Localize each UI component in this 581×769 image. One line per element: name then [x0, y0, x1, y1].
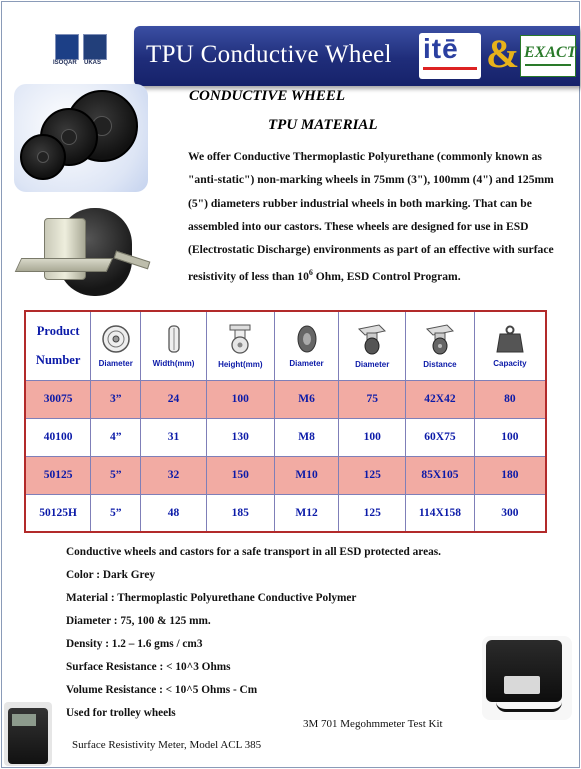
castor-photo	[6, 200, 156, 304]
title-bar	[134, 26, 580, 86]
cell-diameter: 5”	[91, 456, 141, 494]
header	[6, 10, 577, 78]
table-row	[25, 456, 546, 494]
header-label: Capacity	[493, 358, 527, 368]
exact-logo-swoosh	[525, 64, 571, 66]
certification-logo	[53, 34, 111, 72]
header-label: Width(mm)	[152, 358, 195, 368]
cell-diameter: 3”	[91, 380, 141, 418]
ite-logo-underline	[423, 67, 477, 70]
wheel-small-image	[20, 134, 66, 180]
cell-wheel-diameter: 100	[339, 418, 406, 456]
castor-plate-image	[15, 258, 114, 272]
cell-product-number: 50125H	[25, 494, 91, 532]
ite-logo	[419, 33, 481, 79]
cell-height: 185	[206, 494, 274, 532]
spec-line-usage: Used for trolley wheels	[66, 707, 176, 719]
meter-caption: Surface Resistivity Meter, Model ACL 385	[72, 739, 262, 751]
isoqar-badge-icon	[55, 34, 79, 60]
table-row	[25, 380, 546, 418]
cell-distance: 42X42	[406, 380, 475, 418]
spec-line-color: Color : Dark Grey	[66, 569, 156, 581]
cell-diameter: 4”	[91, 418, 141, 456]
cell-wheel-diameter: 125	[339, 456, 406, 494]
cert-label-isoqar: ISOQAR	[53, 60, 77, 66]
header-capacity	[474, 311, 546, 380]
spec-list	[66, 542, 441, 726]
spec-line-diameter: Diameter : 75, 100 & 125 mm.	[66, 615, 211, 627]
spec-line-volume-resistance: Volume Resistance : < 10^5 Ohms - Cm	[66, 684, 258, 696]
cell-capacity: 100	[474, 418, 546, 456]
heading-tpu-material: TPU MATERIAL	[268, 117, 378, 133]
cell-bolt: M6	[274, 380, 339, 418]
resistivity-meter-image	[4, 702, 52, 766]
spec-line-material: Material : Thermoplastic Polyurethane Conductive Polymer	[66, 592, 357, 604]
wheel-front-icon	[101, 324, 131, 354]
castor-diameter-icon	[355, 323, 389, 355]
intro-exponent: 6	[308, 268, 313, 278]
cell-product-number: 40100	[25, 418, 91, 456]
cell-width: 48	[141, 494, 207, 532]
test-kit-cable-icon	[496, 702, 562, 712]
intro-text-a: We offer Conductive Thermoplastic Polyurethane (commonly known as "anti-static") non-marking wheels in 75mm (3"), 100mm (4") and 125mm (5") diameters rubber industrial wheels in both marking. That can be assembled into our castors. These wheels are designed for use in ESD (Electrostatic Discharge) environments as part of an effective with surface resistivity of less than 10	[188, 150, 554, 284]
spec-line-surface-resistance: Surface Resistance : < 10^3 Ohms	[66, 661, 231, 673]
table-header-row	[25, 311, 546, 380]
header-label: Diameter	[289, 358, 324, 368]
page-title: TPU Conductive Wheel	[146, 41, 392, 68]
cell-distance: 85X105	[406, 456, 475, 494]
cell-bolt: M12	[274, 494, 339, 532]
header-label: Height(mm)	[218, 359, 263, 369]
ampersand: &	[486, 31, 520, 76]
cell-product-number: 30075	[25, 380, 91, 418]
cell-width: 32	[141, 456, 207, 494]
header-product-number	[25, 311, 91, 380]
cell-bolt: M8	[274, 418, 339, 456]
exact-logo-text: EXACT	[524, 44, 577, 61]
cell-height: 150	[206, 456, 274, 494]
heading-conductive-wheel: CONDUCTIVE WHEEL	[189, 88, 346, 104]
cell-diameter: 5”	[91, 494, 141, 532]
wheel-side-icon	[164, 324, 184, 354]
cell-distance: 60X75	[406, 418, 475, 456]
header-product-line2: Number	[35, 352, 81, 367]
test-kit-image	[482, 636, 572, 720]
test-kit-caption: 3M 701 Megohmmeter Test Kit	[303, 718, 443, 730]
cell-width: 24	[141, 380, 207, 418]
header-wheel-diameter	[339, 311, 406, 380]
cell-wheel-diameter: 75	[339, 380, 406, 418]
castor-height-icon	[224, 323, 256, 355]
test-kit-panel-icon	[504, 676, 540, 694]
cell-width: 31	[141, 418, 207, 456]
cell-bolt: M10	[274, 456, 339, 494]
header-bolt-diameter	[274, 311, 339, 380]
header-label: Distance	[423, 359, 457, 369]
header-label: Diameter	[98, 358, 133, 368]
header-product-line1: Product	[36, 323, 80, 338]
cell-distance: 114X158	[406, 494, 475, 532]
intro-paragraph	[188, 145, 560, 289]
ukas-badge-icon	[83, 34, 107, 60]
spec-line-esd: Conductive wheels and castors for a safe transport in all ESD protected areas.	[66, 546, 441, 558]
cell-wheel-diameter: 125	[339, 494, 406, 532]
meter-screen-icon	[12, 714, 36, 726]
ite-logo-text: itē	[423, 33, 459, 64]
exact-logo	[520, 35, 576, 77]
header-distance	[406, 311, 475, 380]
cell-product-number: 50125	[25, 456, 91, 494]
header-label: Diameter	[355, 359, 390, 369]
castor-plate-distance-icon	[423, 323, 457, 355]
table-row	[25, 418, 546, 456]
header-width	[141, 311, 207, 380]
header-diameter	[91, 311, 141, 380]
wheels-photo	[14, 84, 148, 192]
spec-line-density: Density : 1.2 – 1.6 gms / cm3	[66, 638, 203, 650]
table-row	[25, 494, 546, 532]
header-height	[206, 311, 274, 380]
cell-capacity: 300	[474, 494, 546, 532]
wheel-angle-icon	[294, 324, 320, 354]
cell-height: 100	[206, 380, 274, 418]
intro-text-b: Ohm, ESD Control Program.	[312, 270, 461, 284]
cell-capacity: 80	[474, 380, 546, 418]
cell-height: 130	[206, 418, 274, 456]
weight-capacity-icon	[495, 324, 525, 354]
cert-label-ukas: UKAS	[84, 60, 102, 66]
cell-capacity: 180	[474, 456, 546, 494]
spec-table	[24, 310, 547, 533]
